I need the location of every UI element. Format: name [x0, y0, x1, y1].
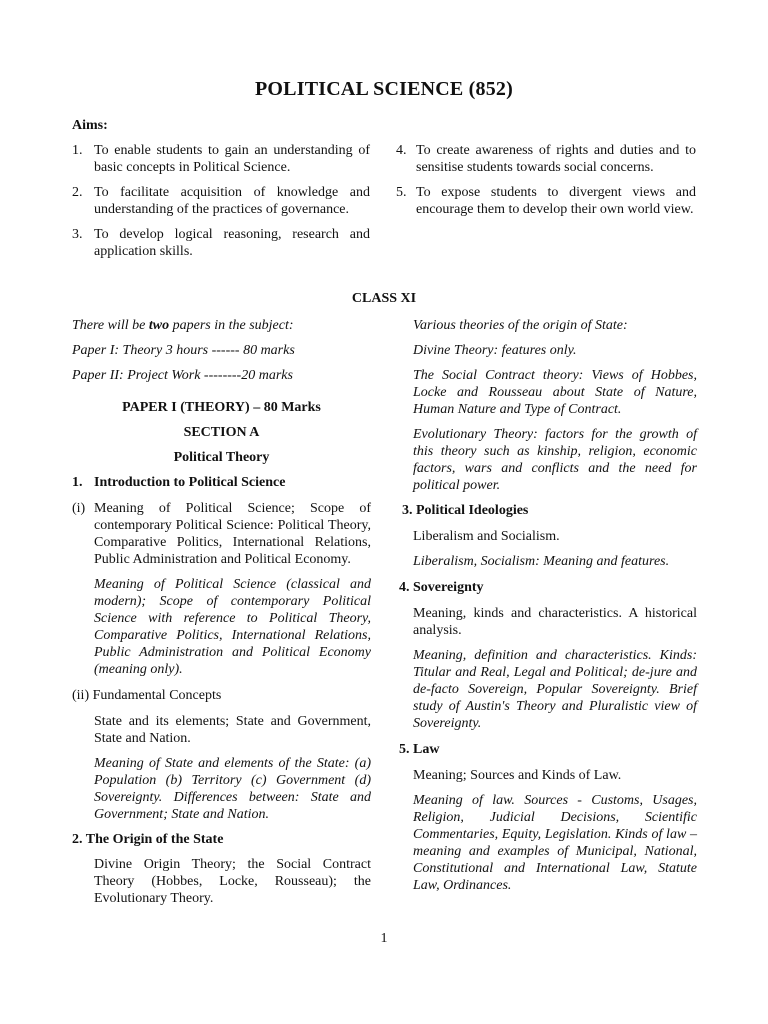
subtopic-heading: (ii) Fundamental Concepts	[72, 688, 222, 703]
topic-text: Divine Origin Theory; the Social Contract Theory (Hobbes, Locke, Rousseau); the Evolutionary Theory.	[94, 857, 371, 906]
topic-heading: 3. Political Ideologies	[402, 503, 529, 518]
aim-text: To enable students to gain an understanding of basic concepts in Political Science.	[94, 143, 370, 175]
right-column	[399, 317, 697, 894]
class-heading: CLASS XI	[351, 291, 417, 306]
aim-text: To create awareness of rights and duties and to sensitise students towards social concerns.	[416, 143, 696, 175]
topic-detail: Divine Theory: features only.	[413, 343, 577, 358]
paper-one-marks: Paper I: Theory 3 hours ------ 80 marks	[72, 343, 295, 358]
intro-emphasis: two	[148, 318, 170, 333]
topic-text: Meaning, kinds and characteristics. A historical analysis.	[413, 606, 697, 638]
subtopic-detail: Meaning of Political Science (classical and modern); Scope of contemporary Political Science with reference to Political Theory, Comparative Politics, International Relations, Public Administration and Political Economy (meaning only).	[94, 577, 371, 677]
topic-detail: The Social Contract theory: Views of Hobbes, Locke and Rousseau about State of Nature, Human Nature and Type of Contract.	[413, 368, 697, 417]
topic-detail: Meaning of law. Sources - Customs, Usages, Religion, Judicial Decisions, Scientific Commentaries, Equity, Legislation. Kinds of law – meaning and examples of Municipal, National, Constitutional and International Law, Statute Law, Ordinances.	[413, 793, 697, 893]
topic-number: 1.	[72, 475, 83, 490]
aim-number: 5.	[396, 185, 407, 200]
subtopic-text: Meaning of Political Science; Scope of contemporary Political Science: Political Theory, Comparative Politics, International Relations, Public Administration and Political Economy.	[94, 501, 371, 567]
paper-heading: PAPER I (THEORY) – 80 Marks	[122, 400, 321, 415]
topic-detail: Liberalism, Socialism: Meaning and features.	[413, 554, 670, 569]
aim-number: 1.	[72, 143, 83, 158]
topic-detail: Meaning, definition and characteristics. Kinds: Titular and Real, Legal and Political; de-jure and de-facto Sovereign, Popular Sovereignty. Brief study of Austin's Theory and Pluralistic view of Sovereignty.	[413, 648, 697, 731]
topic-heading: 2. The Origin of the State	[72, 832, 224, 847]
subtopic	[72, 500, 371, 568]
topic-detail: Various theories of the origin of State:	[413, 318, 628, 333]
intro-text: There will be	[72, 318, 149, 333]
subtopic-text: State and its elements; State and Government, State and Nation.	[94, 714, 371, 746]
subtopic-label: (i)	[72, 501, 86, 516]
aim-number: 3.	[72, 227, 83, 242]
document-title: POLITICAL SCIENCE (852)	[255, 78, 513, 100]
aim-number: 2.	[72, 185, 83, 200]
aim-text: To expose students to divergent views and encourage them to develop their own world view.	[416, 185, 696, 217]
aim-item	[72, 184, 370, 218]
paper-two-marks: Paper II: Project Work --------20 marks	[72, 368, 293, 383]
papers-intro	[72, 317, 371, 334]
intro-text: papers in the subject:	[169, 318, 294, 333]
left-column	[72, 317, 371, 907]
aim-item	[396, 142, 696, 176]
part-heading: Political Theory	[173, 450, 270, 465]
aim-text: To facilitate acquisition of knowledge and understanding of the practices of governance.	[94, 185, 370, 217]
topic-heading: 4. Sovereignty	[399, 580, 484, 595]
topic-heading: 5. Law	[399, 742, 440, 757]
page-number: 1	[380, 931, 388, 946]
subtopic-detail: Meaning of State and elements of the State: (a) Population (b) Territory (c) Government (d) Sovereignty. Differences between: State and Government; State and Nation.	[94, 756, 371, 822]
topic-detail: Evolutionary Theory: factors for the growth of this theory such as kinship, religion, economic factors, wars and conflicts and the need for political power.	[413, 427, 697, 493]
aim-item	[72, 226, 370, 260]
topic-text: Liberalism and Socialism.	[413, 529, 560, 544]
aims-label: Aims:	[72, 118, 108, 133]
aim-text: To develop logical reasoning, research and application skills.	[94, 227, 370, 259]
aim-item	[72, 142, 370, 176]
aim-number: 4.	[396, 143, 407, 158]
aim-item	[396, 184, 696, 218]
topic-text: Meaning; Sources and Kinds of Law.	[413, 768, 622, 783]
topic-title: Introduction to Political Science	[94, 475, 286, 490]
topic-heading	[72, 474, 371, 491]
section-heading: SECTION A	[183, 425, 260, 440]
aims-list-right	[396, 142, 696, 226]
aims-list-left	[72, 142, 370, 268]
